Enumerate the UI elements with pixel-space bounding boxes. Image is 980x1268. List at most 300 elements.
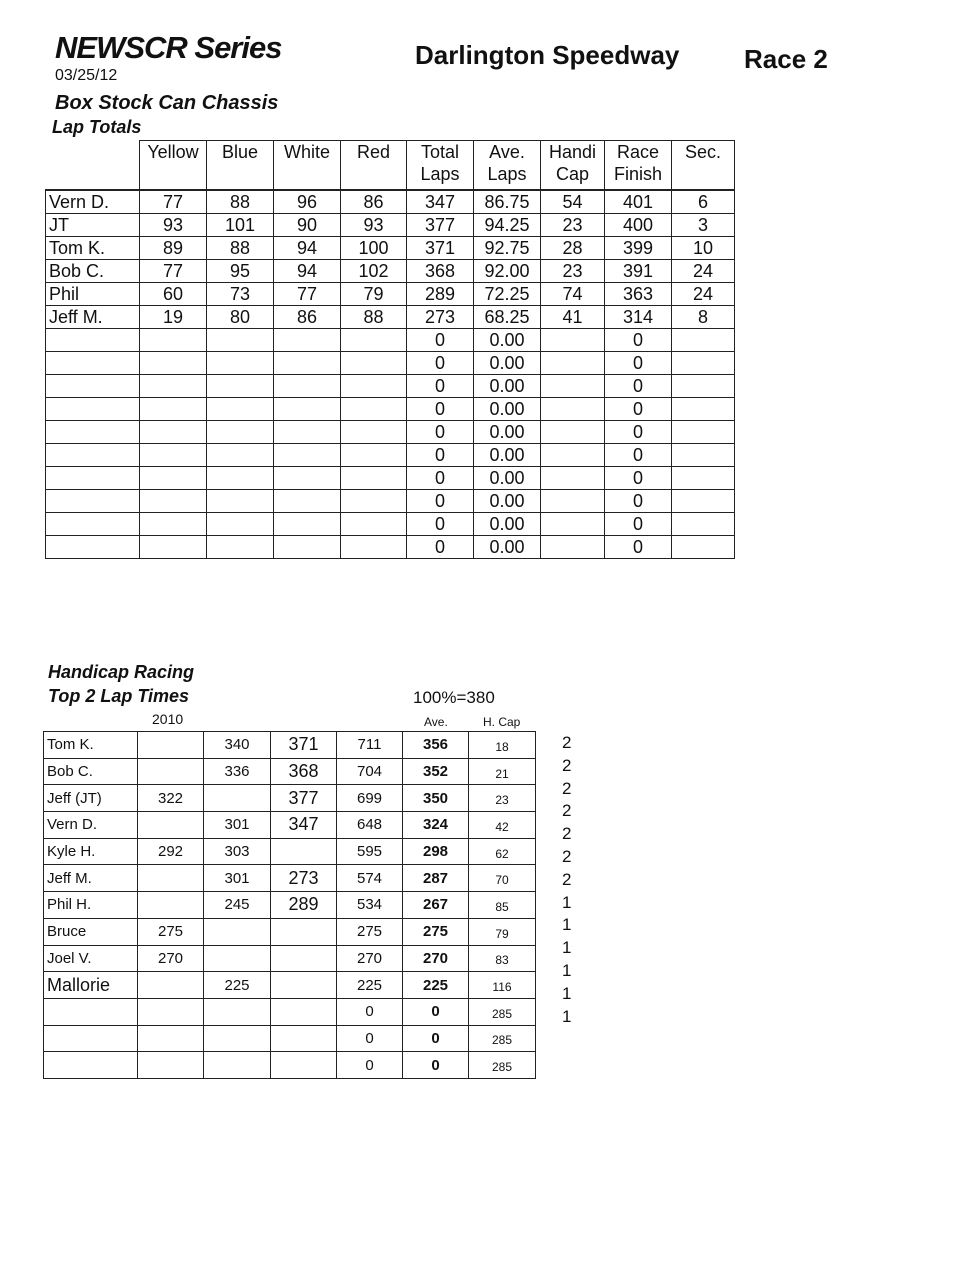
lap-cell: 0 xyxy=(605,467,672,490)
driver-name-cell: Tom K. xyxy=(46,237,140,260)
handicap-cell: 62 xyxy=(469,838,536,865)
handicap-subtitle: Top 2 Lap Times xyxy=(48,686,190,706)
col-header: Ave. Laps xyxy=(474,141,541,191)
lap-cell: 95 xyxy=(207,260,274,283)
lap-cell xyxy=(672,375,735,398)
driver-name-cell xyxy=(46,398,140,421)
time-cell xyxy=(271,972,337,999)
lap-cell xyxy=(341,444,407,467)
lap-count: 1 xyxy=(562,915,572,935)
handicap-cell: 42 xyxy=(469,812,536,839)
lap-cell: 0 xyxy=(605,490,672,513)
lap-cell: 0 xyxy=(407,467,474,490)
handicap-row xyxy=(44,732,536,759)
lap-cell xyxy=(541,444,605,467)
lap-cell xyxy=(207,352,274,375)
lap-count: 1 xyxy=(562,938,572,958)
lap-cell: 314 xyxy=(605,306,672,329)
average-cell: 0 xyxy=(403,1025,469,1052)
lap-cell xyxy=(672,329,735,352)
lap-cell: 0 xyxy=(605,398,672,421)
lap-cell: 0 xyxy=(407,513,474,536)
lap-count: 2 xyxy=(562,801,572,821)
average-cell: 225 xyxy=(403,972,469,999)
lap-cell xyxy=(672,467,735,490)
driver-name-cell xyxy=(46,536,140,559)
average-cell: 324 xyxy=(403,812,469,839)
time-cell xyxy=(138,1025,204,1052)
time-cell: 534 xyxy=(337,892,403,919)
lap-cell: 77 xyxy=(140,260,207,283)
lap-cell: 0.00 xyxy=(474,421,541,444)
lap-cell: 24 xyxy=(672,260,735,283)
lap-cell: 86 xyxy=(274,306,341,329)
lap-cell xyxy=(140,375,207,398)
time-cell: 371 xyxy=(271,732,337,759)
time-cell xyxy=(204,945,271,972)
lap-cell xyxy=(341,329,407,352)
handicap-cell: 18 xyxy=(469,732,536,759)
lap-cell xyxy=(274,375,341,398)
lap-cell: 72.25 xyxy=(474,283,541,306)
time-cell: 368 xyxy=(271,758,337,785)
lap-cell xyxy=(140,421,207,444)
lap-cell xyxy=(140,329,207,352)
lap-header-row xyxy=(46,141,735,191)
lap-cell: 86 xyxy=(341,190,407,214)
col-header: Red xyxy=(341,141,407,191)
time-cell xyxy=(138,972,204,999)
section-title: Lap Totals xyxy=(52,117,142,137)
driver-name-cell: Bob C. xyxy=(46,260,140,283)
col-header: Sec. xyxy=(672,141,735,191)
lap-row xyxy=(46,490,735,513)
average-cell: 352 xyxy=(403,758,469,785)
lap-cell: 77 xyxy=(274,283,341,306)
handicap-row xyxy=(44,972,536,999)
handicap-row xyxy=(44,838,536,865)
lap-cell: 0 xyxy=(407,444,474,467)
lap-cell xyxy=(140,444,207,467)
lap-cell: 92.75 xyxy=(474,237,541,260)
driver-name-cell xyxy=(46,513,140,536)
lap-cell: 0 xyxy=(605,536,672,559)
lap-cell: 23 xyxy=(541,214,605,237)
lap-cell: 400 xyxy=(605,214,672,237)
lap-cell: 102 xyxy=(341,260,407,283)
lap-count: 2 xyxy=(562,778,572,798)
lap-cell xyxy=(672,352,735,375)
time-cell xyxy=(204,1052,271,1079)
lap-cell xyxy=(541,513,605,536)
driver-name-cell: Tom K. xyxy=(44,732,138,759)
lap-cell: 0.00 xyxy=(474,536,541,559)
lap-cell: 363 xyxy=(605,283,672,306)
driver-name-cell: Vern D. xyxy=(46,190,140,214)
handicap-cell: 85 xyxy=(469,892,536,919)
handicap-row xyxy=(44,918,536,945)
driver-name-cell: Jeff (JT) xyxy=(44,785,138,812)
driver-name-cell: JT xyxy=(46,214,140,237)
lap-cell: 94.25 xyxy=(474,214,541,237)
lap-cell xyxy=(541,467,605,490)
time-cell: 225 xyxy=(204,972,271,999)
lap-cell: 77 xyxy=(140,190,207,214)
driver-name-cell xyxy=(44,998,138,1025)
lap-row xyxy=(46,237,735,260)
average-cell: 275 xyxy=(403,918,469,945)
lap-cell: 93 xyxy=(140,214,207,237)
lap-cell xyxy=(672,536,735,559)
lap-cell xyxy=(140,352,207,375)
lap-count: 2 xyxy=(562,869,572,889)
lap-cell xyxy=(140,536,207,559)
lap-cell: 377 xyxy=(407,214,474,237)
col-header: White xyxy=(274,141,341,191)
lap-count: 1 xyxy=(562,1006,572,1026)
time-cell: 0 xyxy=(337,1052,403,1079)
time-cell xyxy=(271,1025,337,1052)
lap-count: 1 xyxy=(562,892,572,912)
handicap-row xyxy=(44,812,536,839)
ave-header: Ave. xyxy=(424,715,448,729)
lap-cell xyxy=(541,536,605,559)
lap-cell: 6 xyxy=(672,190,735,214)
lap-count: 2 xyxy=(562,755,572,775)
time-cell xyxy=(138,998,204,1025)
time-cell xyxy=(204,785,271,812)
handicap-cell: 285 xyxy=(469,998,536,1025)
driver-name-cell xyxy=(46,421,140,444)
time-cell: 704 xyxy=(337,758,403,785)
handicap-cell: 70 xyxy=(469,865,536,892)
average-cell: 356 xyxy=(403,732,469,759)
lap-cell xyxy=(672,513,735,536)
lap-row xyxy=(46,283,735,306)
lap-cell: 368 xyxy=(407,260,474,283)
lap-cell: 74 xyxy=(541,283,605,306)
time-cell: 270 xyxy=(138,945,204,972)
handicap-cell: 79 xyxy=(469,918,536,945)
lap-cell xyxy=(274,352,341,375)
time-cell xyxy=(138,865,204,892)
lap-cell: 94 xyxy=(274,260,341,283)
lap-cell xyxy=(672,398,735,421)
lap-cell xyxy=(341,513,407,536)
lap-cell: 28 xyxy=(541,237,605,260)
lap-count: 2 xyxy=(562,847,572,866)
lap-row xyxy=(46,306,735,329)
lap-cell xyxy=(207,329,274,352)
lap-cell: 79 xyxy=(341,283,407,306)
lap-cell: 0 xyxy=(605,513,672,536)
lap-cell xyxy=(140,467,207,490)
lap-cell: 0 xyxy=(605,375,672,398)
col-header: Handi Cap xyxy=(541,141,605,191)
time-cell xyxy=(138,1052,204,1079)
lap-row xyxy=(46,398,735,421)
time-cell: 301 xyxy=(204,812,271,839)
lap-cell xyxy=(140,398,207,421)
time-cell: 270 xyxy=(337,945,403,972)
driver-name-cell: Jeff M. xyxy=(44,865,138,892)
lap-row xyxy=(46,190,735,214)
lap-cell: 0.00 xyxy=(474,513,541,536)
lap-cell: 289 xyxy=(407,283,474,306)
handicap-cell: 21 xyxy=(469,758,536,785)
lap-count: 1 xyxy=(562,961,572,980)
lap-cell xyxy=(541,398,605,421)
time-cell: 273 xyxy=(271,865,337,892)
time-cell xyxy=(271,945,337,972)
average-cell: 267 xyxy=(403,892,469,919)
handicap-table xyxy=(43,731,536,1079)
lap-cell xyxy=(341,375,407,398)
handicap-cell: 83 xyxy=(469,945,536,972)
lap-cell: 24 xyxy=(672,283,735,306)
lap-cell xyxy=(274,467,341,490)
lap-cell: 8 xyxy=(672,306,735,329)
time-cell xyxy=(138,732,204,759)
lap-cell xyxy=(207,375,274,398)
time-cell: 595 xyxy=(337,838,403,865)
time-cell: 275 xyxy=(337,918,403,945)
average-cell: 270 xyxy=(403,945,469,972)
lap-cell xyxy=(207,421,274,444)
time-cell: 340 xyxy=(204,732,271,759)
lap-cell xyxy=(274,421,341,444)
time-cell: 699 xyxy=(337,785,403,812)
time-cell: 347 xyxy=(271,812,337,839)
driver-name-cell: Vern D. xyxy=(44,812,138,839)
lap-cell xyxy=(341,536,407,559)
lap-cell xyxy=(274,398,341,421)
time-cell: 0 xyxy=(337,1025,403,1052)
lap-row xyxy=(46,375,735,398)
time-cell xyxy=(271,1052,337,1079)
lap-cell: 0 xyxy=(605,444,672,467)
header-blank-cell xyxy=(46,141,140,191)
lap-cell xyxy=(541,490,605,513)
driver-name-cell: Kyle H. xyxy=(44,838,138,865)
time-cell: 574 xyxy=(337,865,403,892)
driver-name-cell: Jeff M. xyxy=(46,306,140,329)
lap-cell: 0 xyxy=(407,352,474,375)
lap-cell: 347 xyxy=(407,190,474,214)
lap-cell xyxy=(341,352,407,375)
time-cell xyxy=(138,812,204,839)
average-cell: 0 xyxy=(403,998,469,1025)
time-cell xyxy=(204,918,271,945)
lap-cell xyxy=(672,444,735,467)
handicap-row xyxy=(44,1025,536,1052)
lap-cell: 10 xyxy=(672,237,735,260)
lap-cell: 0 xyxy=(407,421,474,444)
lap-cell xyxy=(274,444,341,467)
time-cell xyxy=(271,838,337,865)
time-cell: 711 xyxy=(337,732,403,759)
lap-count: 2 xyxy=(562,824,572,844)
time-cell: 303 xyxy=(204,838,271,865)
lap-cell: 0 xyxy=(407,398,474,421)
handicap-row xyxy=(44,945,536,972)
lap-cell xyxy=(341,398,407,421)
driver-name-cell xyxy=(46,329,140,352)
time-cell: 336 xyxy=(204,758,271,785)
lap-cell: 0 xyxy=(407,536,474,559)
lap-cell xyxy=(207,490,274,513)
lap-totals-table xyxy=(45,140,735,559)
lap-cell: 0 xyxy=(407,375,474,398)
handicap-cell: 23 xyxy=(469,785,536,812)
class-name: Box Stock Can Chassis xyxy=(55,92,279,114)
handicap-title: Handicap Racing xyxy=(48,662,195,682)
lap-cell: 0 xyxy=(407,329,474,352)
lap-cell xyxy=(207,398,274,421)
lap-cell xyxy=(672,421,735,444)
lap-cell xyxy=(541,375,605,398)
handicap-cell: 116 xyxy=(469,972,536,999)
lap-row xyxy=(46,421,735,444)
lap-cell: 88 xyxy=(341,306,407,329)
col-header: Race Finish xyxy=(605,141,672,191)
driver-name-cell: Joel V. xyxy=(44,945,138,972)
time-cell: 301 xyxy=(204,865,271,892)
lap-cell: 92.00 xyxy=(474,260,541,283)
time-cell: 275 xyxy=(138,918,204,945)
lap-cell: 3 xyxy=(672,214,735,237)
lap-cell: 0.00 xyxy=(474,398,541,421)
handicap-row xyxy=(44,892,536,919)
handicap-row xyxy=(44,865,536,892)
lap-cell: 0.00 xyxy=(474,467,541,490)
lap-cell: 101 xyxy=(207,214,274,237)
time-cell xyxy=(138,758,204,785)
driver-name-cell xyxy=(46,352,140,375)
lap-cell: 23 xyxy=(541,260,605,283)
driver-name-cell xyxy=(44,1052,138,1079)
col-header: Blue xyxy=(207,141,274,191)
driver-name-cell xyxy=(44,1025,138,1052)
average-cell: 287 xyxy=(403,865,469,892)
time-cell: 377 xyxy=(271,785,337,812)
average-cell: 0 xyxy=(403,1052,469,1079)
lap-cell: 401 xyxy=(605,190,672,214)
lap-cell xyxy=(207,513,274,536)
lap-cell: 93 xyxy=(341,214,407,237)
lap-cell: 88 xyxy=(207,190,274,214)
lap-cell: 86.75 xyxy=(474,190,541,214)
driver-name-cell: Bruce xyxy=(44,918,138,945)
lap-cell: 391 xyxy=(605,260,672,283)
time-cell xyxy=(271,998,337,1025)
col-header: Total Laps xyxy=(407,141,474,191)
driver-name-cell xyxy=(46,490,140,513)
lap-cell: 94 xyxy=(274,237,341,260)
time-cell: 225 xyxy=(337,972,403,999)
lap-row xyxy=(46,444,735,467)
lap-cell: 90 xyxy=(274,214,341,237)
lap-cell: 60 xyxy=(140,283,207,306)
handicap-row xyxy=(44,758,536,785)
percent-note: 100%=380 xyxy=(413,688,495,707)
lap-cell: 0.00 xyxy=(474,375,541,398)
lap-cell xyxy=(274,536,341,559)
time-cell: 0 xyxy=(337,998,403,1025)
lap-cell xyxy=(274,329,341,352)
lap-cell xyxy=(541,352,605,375)
series-title: NEWSCR Series xyxy=(55,30,282,65)
lap-cell: 89 xyxy=(140,237,207,260)
driver-name-cell: Bob C. xyxy=(44,758,138,785)
lap-row xyxy=(46,467,735,490)
lap-cell xyxy=(140,513,207,536)
time-cell xyxy=(271,918,337,945)
time-cell xyxy=(204,1025,271,1052)
time-cell: 289 xyxy=(271,892,337,919)
lap-count: 2 xyxy=(562,733,572,752)
driver-name-cell: Phil H. xyxy=(44,892,138,919)
lap-cell: 273 xyxy=(407,306,474,329)
time-cell: 322 xyxy=(138,785,204,812)
col-header: Yellow xyxy=(140,141,207,191)
lap-cell: 0 xyxy=(605,329,672,352)
race-date: 03/25/12 xyxy=(55,67,118,84)
lap-cell xyxy=(140,490,207,513)
lap-cell: 0.00 xyxy=(474,444,541,467)
lap-cell: 80 xyxy=(207,306,274,329)
lap-row xyxy=(46,329,735,352)
lap-cell: 88 xyxy=(207,237,274,260)
lap-cell xyxy=(274,513,341,536)
lap-cell: 0.00 xyxy=(474,329,541,352)
lap-cell: 96 xyxy=(274,190,341,214)
time-cell: 648 xyxy=(337,812,403,839)
time-cell: 245 xyxy=(204,892,271,919)
lap-row xyxy=(46,352,735,375)
lap-cell xyxy=(541,329,605,352)
driver-name-cell xyxy=(46,375,140,398)
lap-cell: 73 xyxy=(207,283,274,306)
lap-cell: 41 xyxy=(541,306,605,329)
lap-cell: 19 xyxy=(140,306,207,329)
lap-cell xyxy=(207,467,274,490)
handicap-row xyxy=(44,1052,536,1079)
lap-cell xyxy=(207,536,274,559)
lap-cell xyxy=(341,421,407,444)
track-name: Darlington Speedway xyxy=(415,40,680,70)
lap-cell: 371 xyxy=(407,237,474,260)
time-cell: 292 xyxy=(138,838,204,865)
lap-cell xyxy=(274,490,341,513)
lap-cell: 0 xyxy=(605,421,672,444)
time-cell xyxy=(138,892,204,919)
lap-row xyxy=(46,260,735,283)
lap-cell xyxy=(541,421,605,444)
driver-name-cell: Mallorie xyxy=(44,972,138,999)
year-label: 2010 xyxy=(152,711,184,727)
handicap-cell: 285 xyxy=(469,1052,536,1079)
lap-cell: 68.25 xyxy=(474,306,541,329)
lap-cell: 54 xyxy=(541,190,605,214)
lap-count: 1 xyxy=(562,983,572,1003)
race-number: Race 2 xyxy=(744,44,828,74)
handicap-row xyxy=(44,998,536,1025)
driver-name-cell xyxy=(46,444,140,467)
time-cell xyxy=(204,998,271,1025)
handicap-cell: 285 xyxy=(469,1025,536,1052)
lap-row xyxy=(46,214,735,237)
